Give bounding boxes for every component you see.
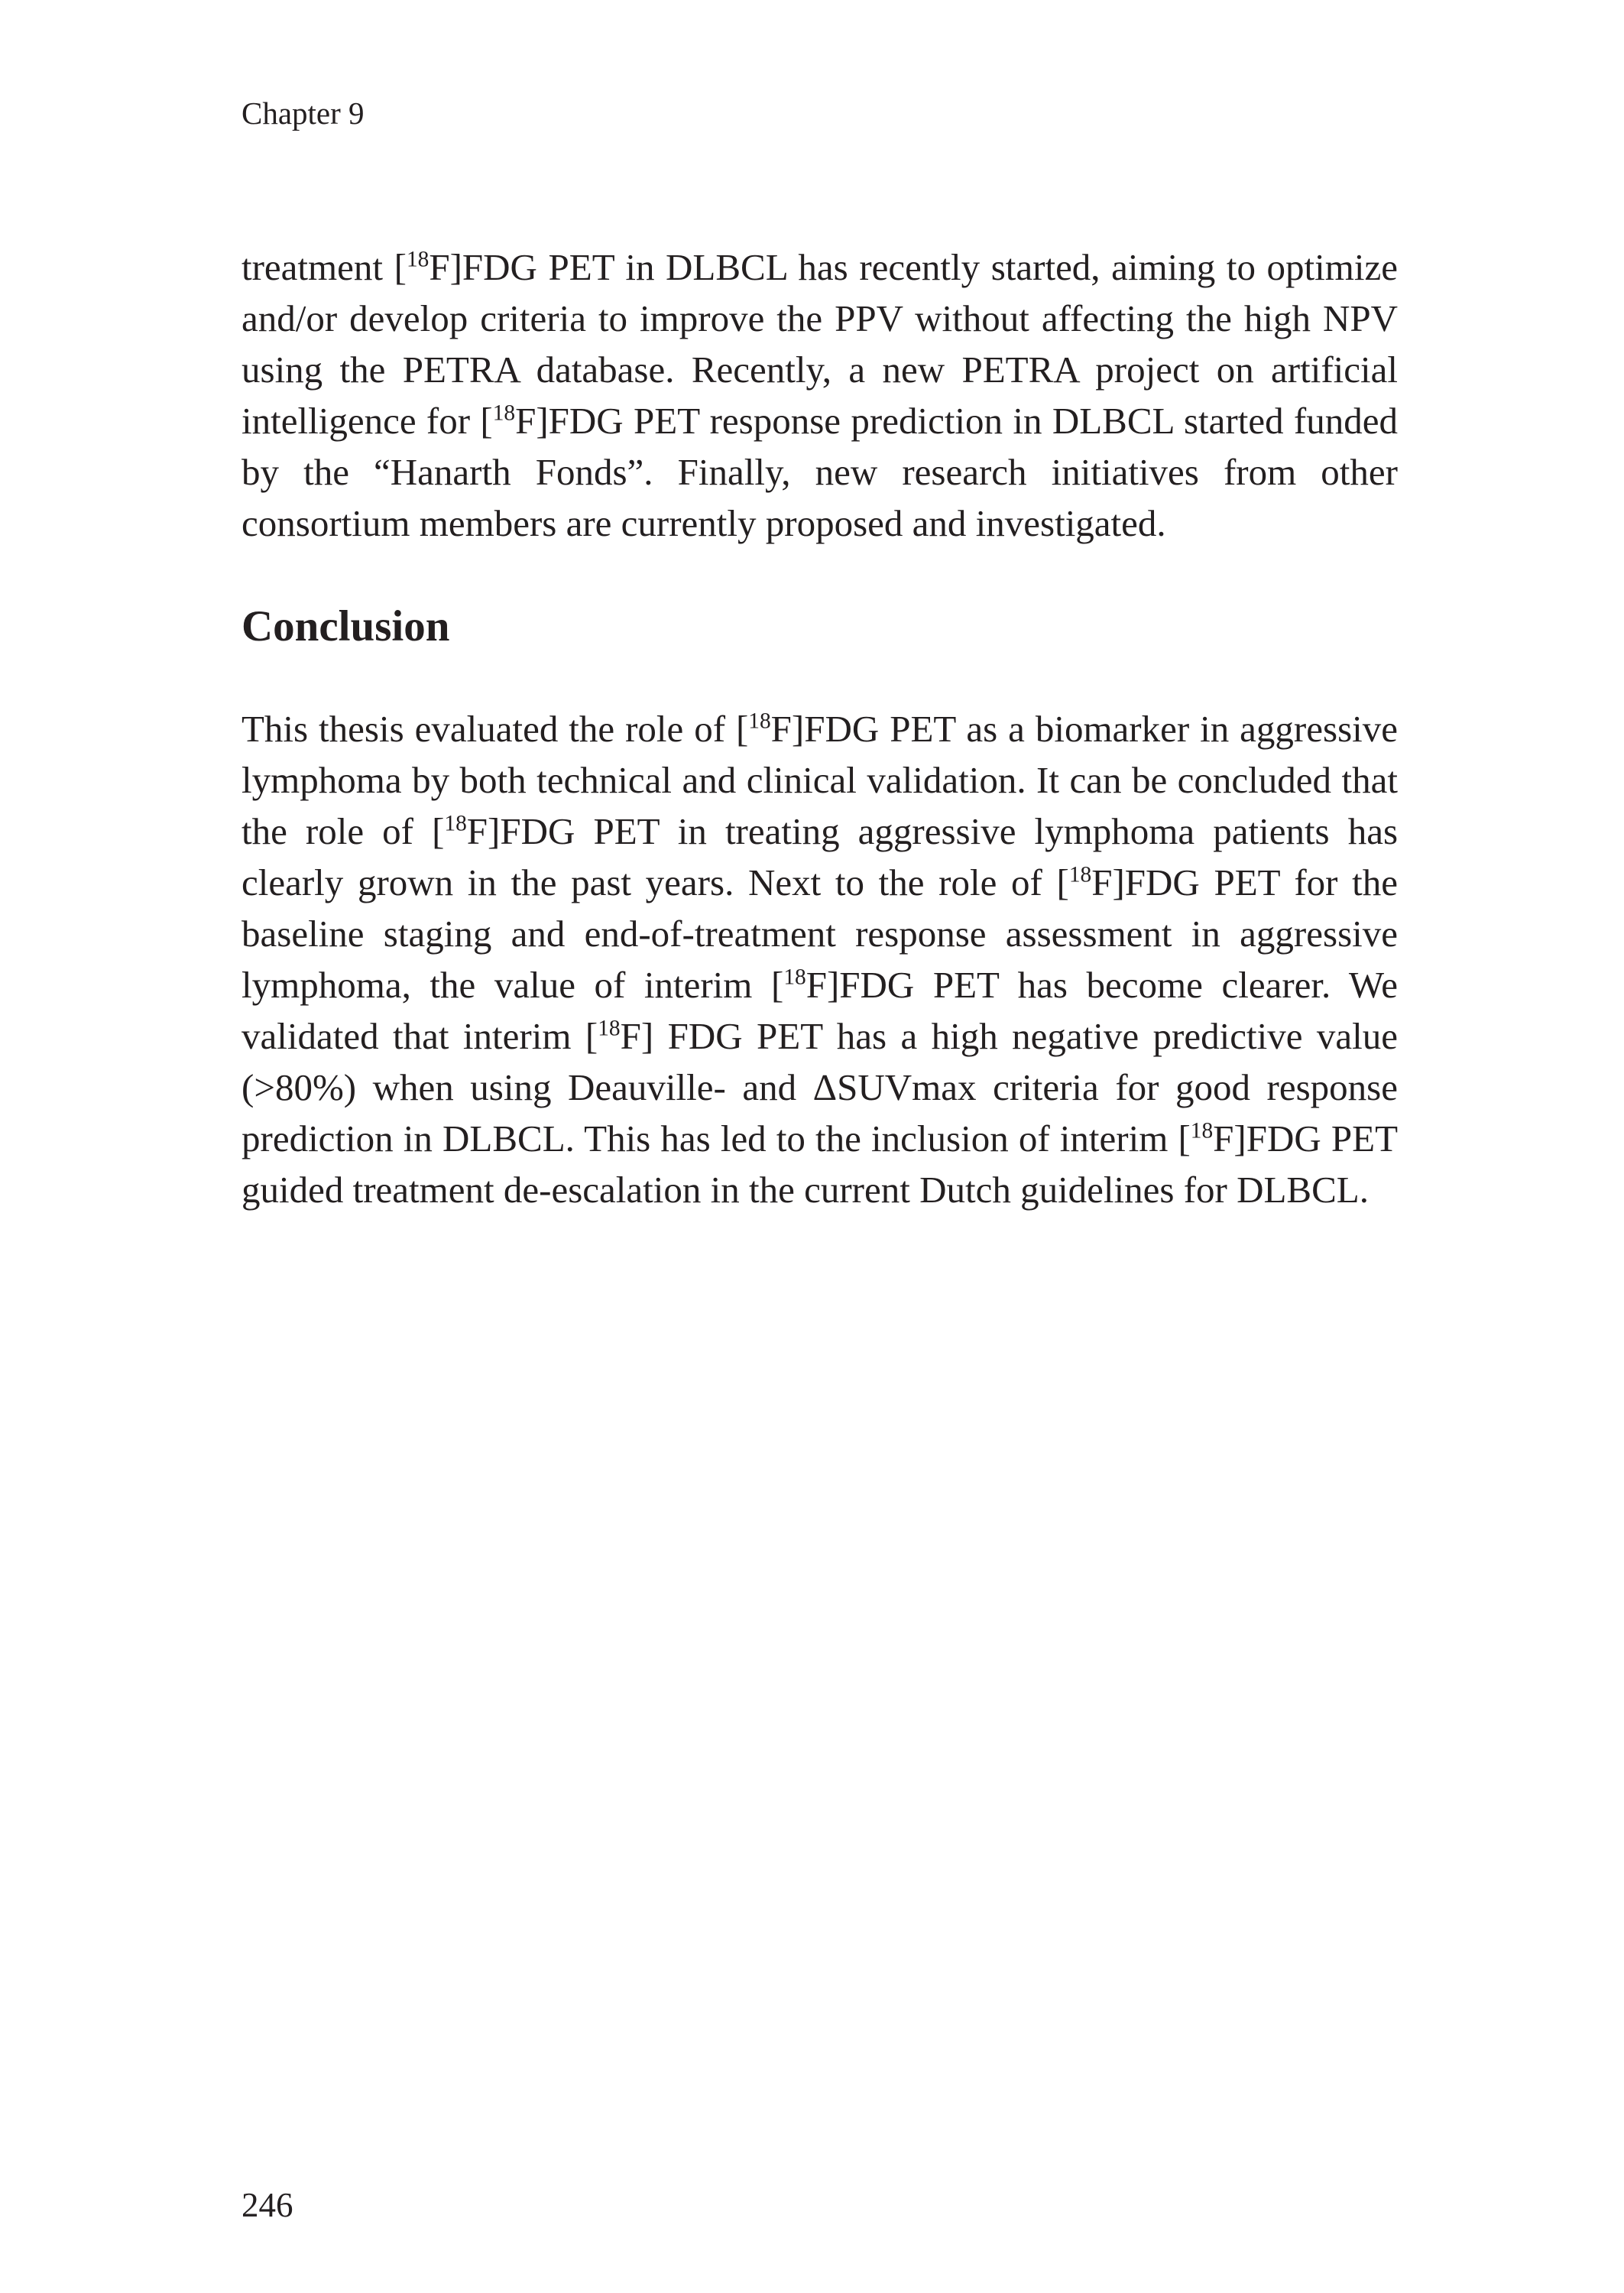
page-number: 246	[241, 2186, 293, 2224]
running-head: Chapter 9	[241, 96, 365, 131]
section-heading-conclusion: Conclusion	[241, 602, 450, 650]
paragraph-treatment-continuation: treatment [$^{18}$F]FDG PET in DLBCL has recently started, aiming to optimize and/or develop criteria to improve the PPV without affecting the high NPV using the PETRA database. Recently, a new PETRA project on artificial intelligence for [$^{18}$F]FDG PET response prediction in DLBCL started funded by the “Hanarth Fonds”. Finally, new research initiatives from other consortium members are currently proposed and investigated.	[241, 246, 1398, 544]
paragraph-conclusion: This thesis evaluated the role of [$^{18}$F]FDG PET as a biomarker in aggressive lymphoma by both technical and clinical validation. It can be concluded that the role of [$^{18}$F]FDG PET in treating aggressive lymphoma patients has clearly grown in the past years. Next to the role of [$^{18}$F]FDG PET for the baseline staging and end-of-treatment response assessment in aggressive lymphoma, the value of interim [$^{18}$F]FDG PET has become clearer. We validated that interim [$^{18}$F] FDG PET has a high negative predictive value (>80%) when using Deauville- and ΔSUVmax criteria for good response prediction in DLBCL. This has led to the inclusion of interim [$^{18}$F]FDG PET guided treatment de-escalation in the current Dutch guidelines for DLBCL.	[241, 708, 1399, 1211]
page-body	[241, 242, 1398, 1215]
